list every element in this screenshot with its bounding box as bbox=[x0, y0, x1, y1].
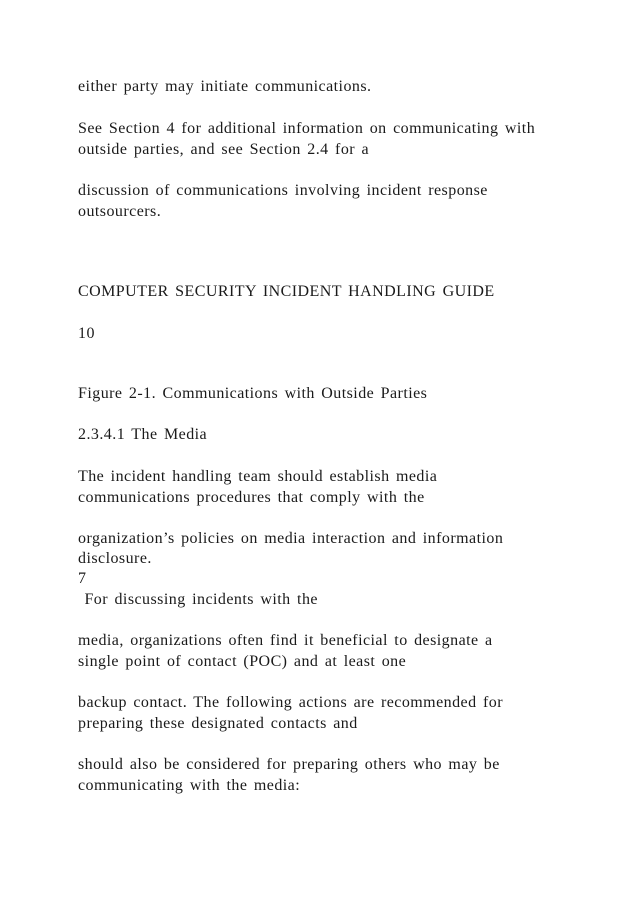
text-line: For discussing incidents with the bbox=[78, 591, 318, 608]
figure-caption: Figure 2-1. Communications with Outside Parties bbox=[78, 385, 428, 402]
text-line: communicating with the media: bbox=[78, 777, 301, 794]
text-line: single point of contact (POC) and at least one bbox=[78, 653, 407, 670]
text-line: The incident handling team should establish media bbox=[78, 468, 438, 485]
text-line: preparing these designated contacts and bbox=[78, 715, 358, 732]
text-line: should also be considered for preparing others who may be bbox=[78, 756, 500, 773]
footnote-marker: 7 bbox=[78, 570, 87, 587]
text-line: See Section 4 for additional information on communicating with bbox=[78, 120, 536, 137]
text-line: disclosure. bbox=[78, 550, 152, 567]
text-line: outsourcers. bbox=[78, 203, 162, 220]
text-line: backup contact. The following actions are recommended for bbox=[78, 694, 503, 711]
text-line: either party may initiate communications. bbox=[78, 78, 372, 95]
section-heading: 2.3.4.1 The Media bbox=[78, 426, 208, 443]
text-line: outside parties, and see Section 2.4 for a bbox=[78, 141, 370, 158]
text-line: media, organizations often find it beneficial to designate a bbox=[78, 632, 493, 649]
text-line: organization’s policies on media interaction and information bbox=[78, 530, 504, 547]
text-line: discussion of communications involving incident response bbox=[78, 182, 488, 199]
text-line: communications procedures that comply with the bbox=[78, 489, 425, 506]
running-header: COMPUTER SECURITY INCIDENT HANDLING GUIDE bbox=[78, 283, 495, 300]
page-number: 10 bbox=[78, 325, 95, 342]
